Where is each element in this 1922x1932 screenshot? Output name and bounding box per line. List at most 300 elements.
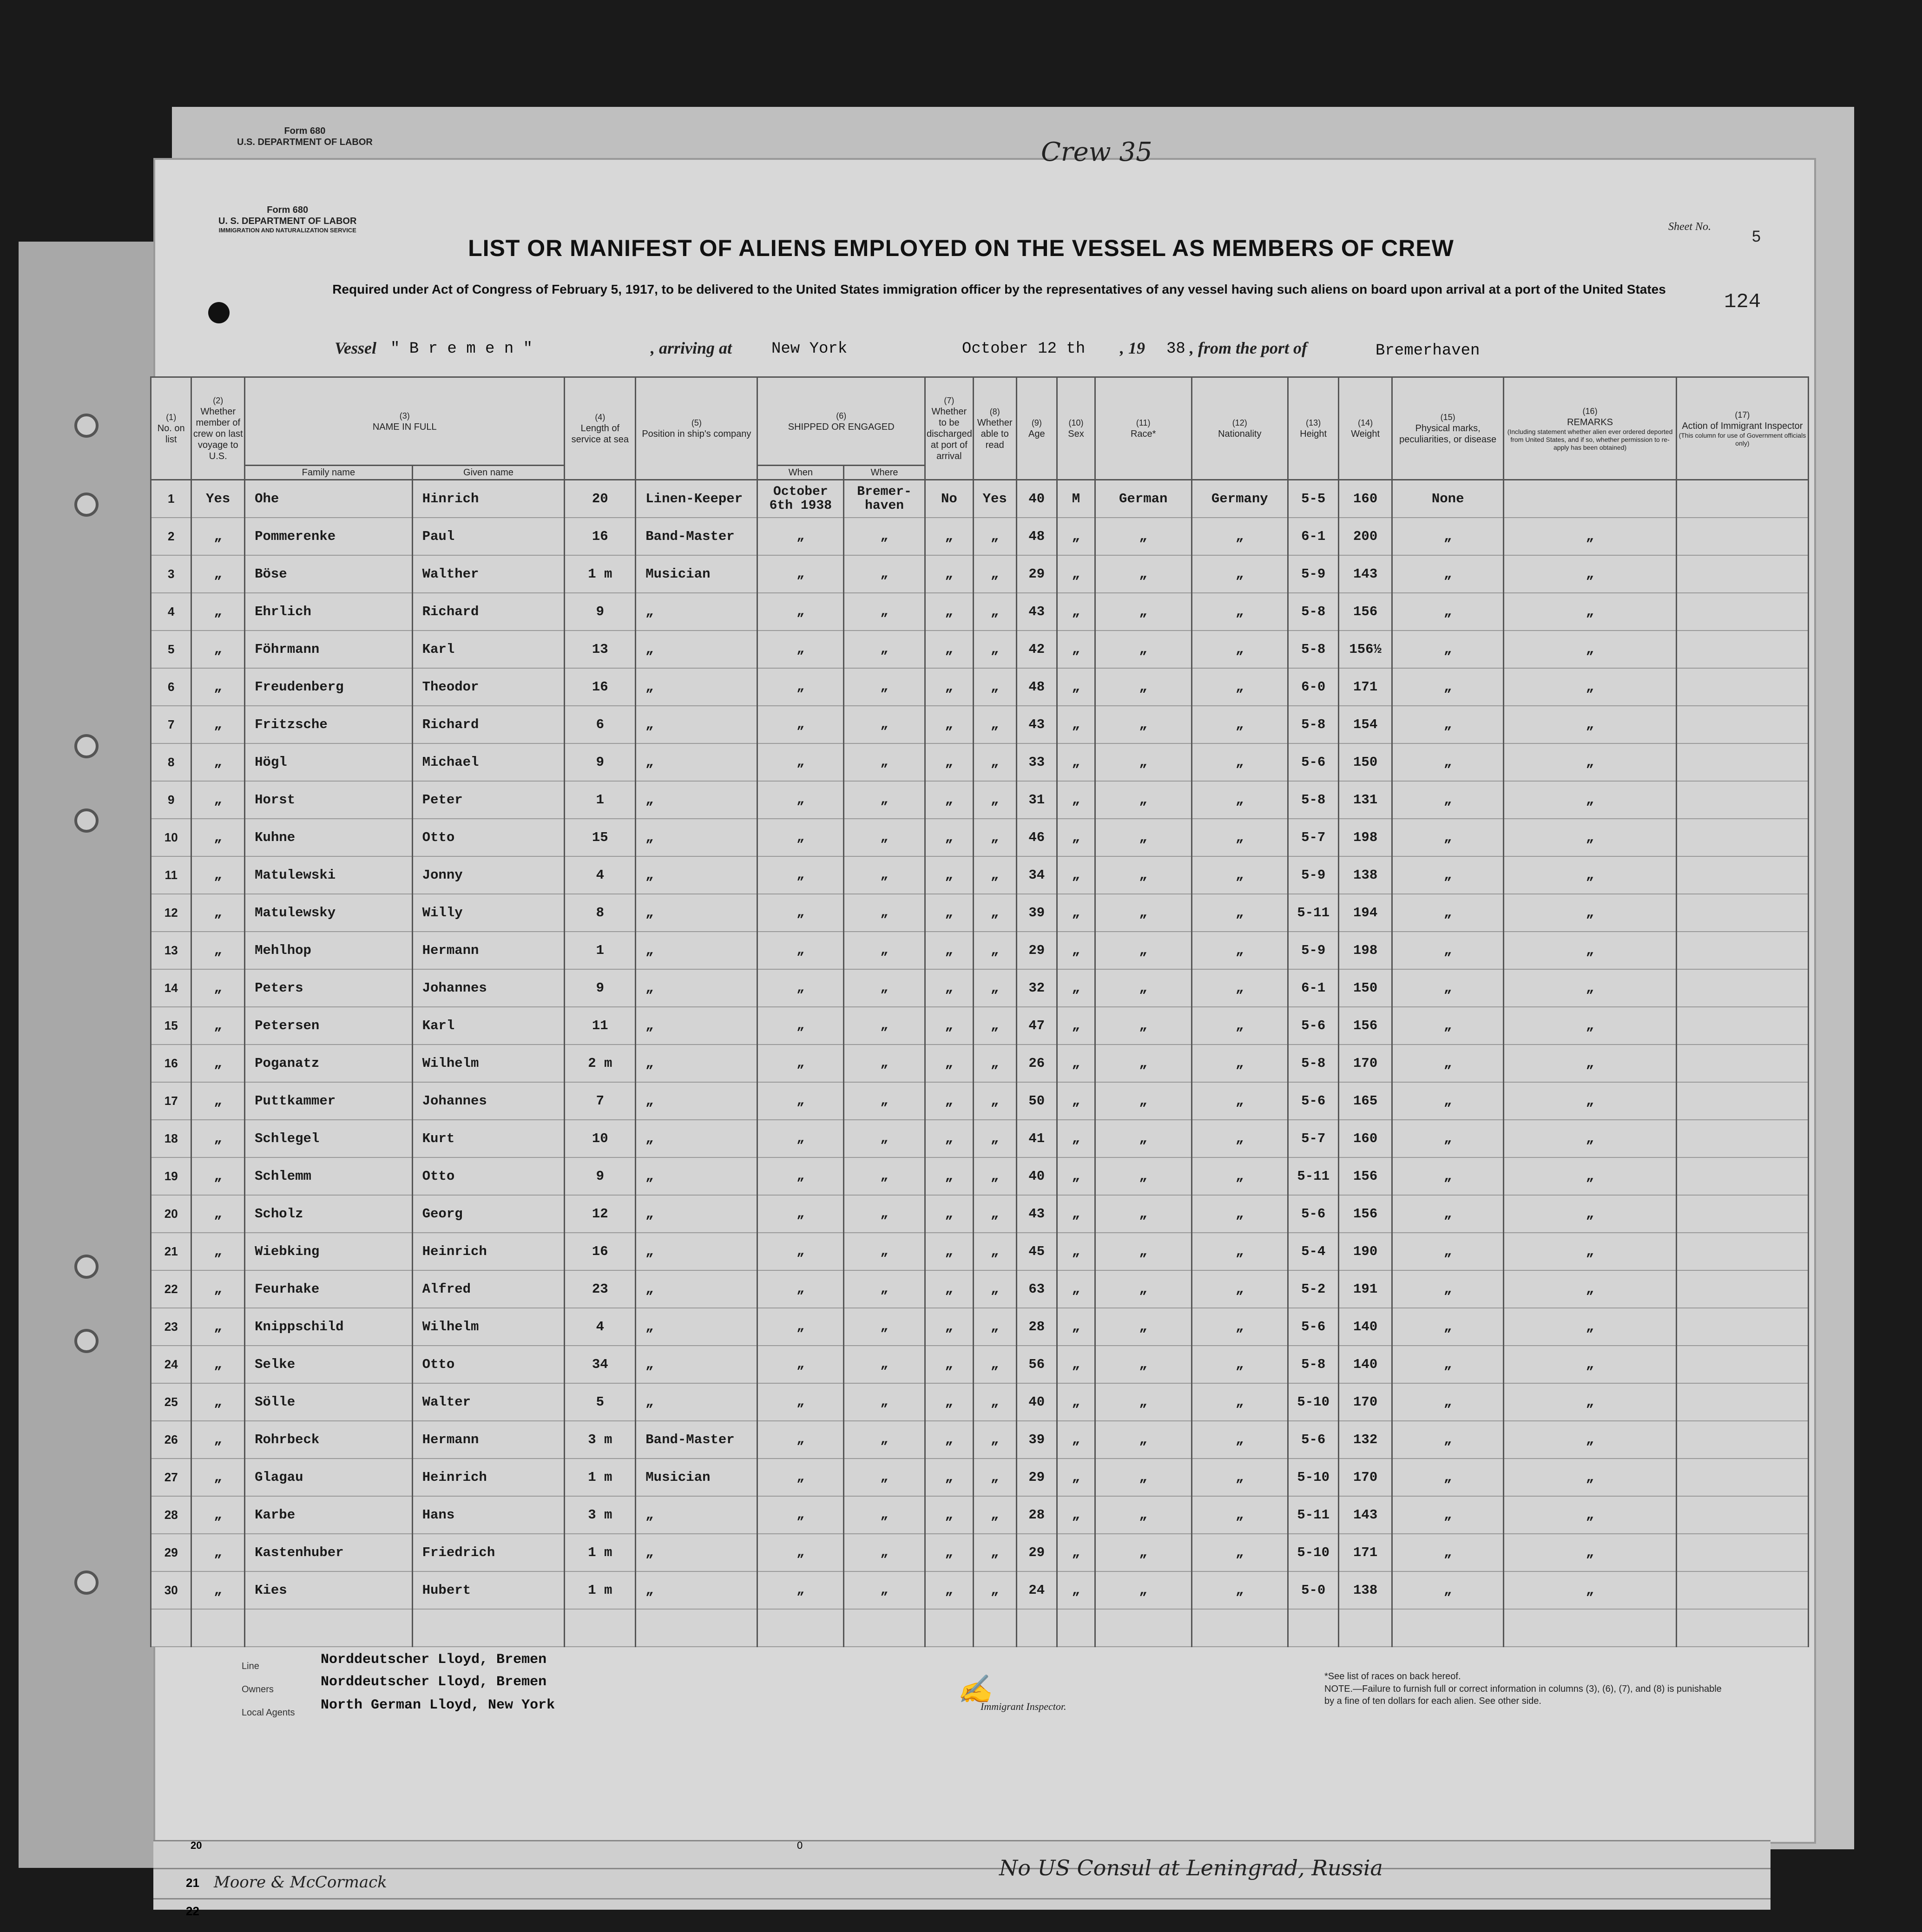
cell-family: Schlegel — [245, 1120, 413, 1157]
cell-position: „ — [636, 1195, 757, 1233]
cell-sex: „ — [1057, 555, 1095, 593]
cell-sex: „ — [1057, 1346, 1095, 1383]
cell-height: 5-6 — [1288, 1195, 1339, 1233]
cell-age: 39 — [1016, 1421, 1057, 1459]
cell-action — [1676, 969, 1808, 1007]
cell-sex: „ — [1057, 631, 1095, 668]
cell-when: „ — [757, 743, 844, 781]
cell-sex: „ — [1057, 856, 1095, 894]
empty-cell — [636, 1609, 757, 1647]
cell-discharged: „ — [925, 593, 973, 631]
cell-height: 5-11 — [1288, 894, 1339, 932]
cell-read: „ — [973, 1195, 1016, 1233]
cell-position: „ — [636, 781, 757, 819]
cell-service: 16 — [565, 668, 636, 706]
arriving-label: , arriving at — [651, 339, 732, 357]
sheet-number-label: Sheet No. — [1668, 221, 1711, 233]
cell-nationality: „ — [1191, 668, 1288, 706]
cell-where: „ — [844, 1459, 925, 1496]
cell-given: Peter — [412, 781, 565, 819]
cell-weight: 150 — [1339, 743, 1392, 781]
cell-sex: „ — [1057, 1045, 1095, 1082]
cell-action — [1676, 480, 1808, 518]
cell-weight: 171 — [1339, 1534, 1392, 1571]
cell-read: „ — [973, 1421, 1016, 1459]
cell-weight: 156 — [1339, 1007, 1392, 1045]
cell-where: „ — [844, 1270, 925, 1308]
cell-remarks: „ — [1504, 743, 1676, 781]
back-form-number: Form 680 — [284, 126, 326, 136]
crew-manifest-table — [150, 376, 1809, 1647]
table-row — [151, 1534, 1809, 1571]
cell-weight: 170 — [1339, 1459, 1392, 1496]
cell-last: Yes — [191, 480, 245, 518]
col-marks-header: (15) Physical marks, peculiarities, or disease — [1392, 377, 1504, 480]
cell-service: 13 — [565, 631, 636, 668]
cell-marks: „ — [1392, 593, 1504, 631]
cell-action — [1676, 1157, 1808, 1195]
empty-cell — [151, 1609, 191, 1647]
cell-read: „ — [973, 1120, 1016, 1157]
cell-action — [1676, 1007, 1808, 1045]
cell-when: „ — [757, 819, 844, 856]
col-no-header: (1) No. on list — [151, 377, 191, 480]
cell-race: „ — [1095, 1496, 1191, 1534]
table-row — [151, 1082, 1809, 1120]
cell-where: „ — [844, 518, 925, 555]
cell-position: „ — [636, 1007, 757, 1045]
col-remarks-header: (16) REMARKS (Including statement whether alien ever ordered deported from United States, and if so, whether permission to re-apply has been obtained) — [1504, 377, 1676, 480]
cell-family: Kastenhuber — [245, 1534, 413, 1571]
binder-ring — [74, 1255, 99, 1279]
cell-nationality: „ — [1191, 894, 1288, 932]
cell-last: „ — [191, 856, 245, 894]
cell-weight: 132 — [1339, 1421, 1392, 1459]
table-row — [151, 781, 1809, 819]
cell-where: „ — [844, 1496, 925, 1534]
cell-action — [1676, 932, 1808, 969]
cell-weight: 138 — [1339, 856, 1392, 894]
cell-weight: 140 — [1339, 1346, 1392, 1383]
cell-remarks: „ — [1504, 1195, 1676, 1233]
cell-height: 6-1 — [1288, 518, 1339, 555]
cell-height: 5-8 — [1288, 781, 1339, 819]
cell-discharged: „ — [925, 819, 973, 856]
cell-read: „ — [973, 1571, 1016, 1609]
cell-read: „ — [973, 1270, 1016, 1308]
cell-given: Otto — [412, 1157, 565, 1195]
cell-age: 42 — [1016, 631, 1057, 668]
cell-when: „ — [757, 932, 844, 969]
cell-nationality: „ — [1191, 932, 1288, 969]
cell-discharged: „ — [925, 518, 973, 555]
cell-position: „ — [636, 743, 757, 781]
cell-service: 15 — [565, 819, 636, 856]
cell-service: 6 — [565, 706, 636, 743]
cell-age: 48 — [1016, 518, 1057, 555]
cell-race: „ — [1095, 743, 1191, 781]
cell-service: 1 — [565, 932, 636, 969]
cell-no: 17 — [151, 1082, 191, 1120]
cell-action — [1676, 1383, 1808, 1421]
arrival-date: October 12 th — [962, 340, 1086, 358]
cell-weight: 156 — [1339, 1195, 1392, 1233]
cell-weight: 190 — [1339, 1233, 1392, 1270]
cell-age: 28 — [1016, 1308, 1057, 1346]
cell-where: „ — [844, 894, 925, 932]
cell-marks: „ — [1392, 932, 1504, 969]
cell-family: Kuhne — [245, 819, 413, 856]
cell-weight: 200 — [1339, 518, 1392, 555]
cell-given: Michael — [412, 743, 565, 781]
from-port-label: , from the port of — [1190, 339, 1308, 357]
cell-where: „ — [844, 1233, 925, 1270]
cell-position: „ — [636, 593, 757, 631]
cell-family: Poganatz — [245, 1045, 413, 1082]
cell-when: „ — [757, 668, 844, 706]
cell-no: 27 — [151, 1459, 191, 1496]
cell-action — [1676, 1233, 1808, 1270]
cell-where: „ — [844, 932, 925, 969]
cell-family: Freudenberg — [245, 668, 413, 706]
cell-discharged: „ — [925, 1157, 973, 1195]
vessel-name: " B r e m e n " — [390, 340, 533, 358]
cell-race: „ — [1095, 1157, 1191, 1195]
cell-age: 48 — [1016, 668, 1057, 706]
cell-family: Horst — [245, 781, 413, 819]
cell-family: Sölle — [245, 1383, 413, 1421]
col-height-header: (13) Height — [1288, 377, 1339, 480]
cell-no: 25 — [151, 1383, 191, 1421]
cell-read: „ — [973, 1045, 1016, 1082]
races-note: *See list of races on back hereof. — [1324, 1671, 1461, 1682]
cell-last: „ — [191, 1007, 245, 1045]
cell-remarks: „ — [1504, 1157, 1676, 1195]
cell-marks: „ — [1392, 1571, 1504, 1609]
cell-position: „ — [636, 894, 757, 932]
empty-cell — [191, 1609, 245, 1647]
cell-when: „ — [757, 781, 844, 819]
cell-race: „ — [1095, 631, 1191, 668]
cell-race: „ — [1095, 706, 1191, 743]
cell-family: Pommerenke — [245, 518, 413, 555]
cell-service: 1 m — [565, 555, 636, 593]
cell-read: „ — [973, 1534, 1016, 1571]
cell-discharged: „ — [925, 1120, 973, 1157]
col-where-header: Where — [844, 466, 925, 480]
cell-remarks: „ — [1504, 518, 1676, 555]
cell-last: „ — [191, 555, 245, 593]
cell-nationality: „ — [1191, 1496, 1288, 1534]
cell-service: 16 — [565, 518, 636, 555]
cell-height: 5-8 — [1288, 706, 1339, 743]
empty-cell — [925, 1609, 973, 1647]
cell-age: 46 — [1016, 819, 1057, 856]
cell-family: Ohe — [245, 480, 413, 518]
binder-ring — [74, 493, 99, 517]
cell-last: „ — [191, 1459, 245, 1496]
cell-remarks: „ — [1504, 1120, 1676, 1157]
cell-last: „ — [191, 1120, 245, 1157]
table-row — [151, 706, 1809, 743]
cell-family: Selke — [245, 1346, 413, 1383]
cell-marks: „ — [1392, 1383, 1504, 1421]
cell-no: 3 — [151, 555, 191, 593]
cell-discharged: „ — [925, 1496, 973, 1534]
cell-remarks: „ — [1504, 781, 1676, 819]
handwritten-crew-note: Crew 35 — [1041, 137, 1152, 167]
cell-read: „ — [973, 1157, 1016, 1195]
cell-sex: „ — [1057, 1383, 1095, 1421]
cell-position: „ — [636, 1383, 757, 1421]
cell-read: „ — [973, 1459, 1016, 1496]
binder-ring — [74, 414, 99, 438]
cell-marks: „ — [1392, 819, 1504, 856]
cell-sex: „ — [1057, 1195, 1095, 1233]
cell-discharged: „ — [925, 706, 973, 743]
cell-remarks: „ — [1504, 969, 1676, 1007]
cell-age: 26 — [1016, 1045, 1057, 1082]
cell-marks: „ — [1392, 1346, 1504, 1383]
cell-where: „ — [844, 1421, 925, 1459]
cell-marks: „ — [1392, 894, 1504, 932]
cell-service: 7 — [565, 1082, 636, 1120]
cell-sex: „ — [1057, 969, 1095, 1007]
cell-nationality: „ — [1191, 593, 1288, 631]
header-row — [151, 377, 1809, 466]
table-row — [151, 894, 1809, 932]
cell-weight: 150 — [1339, 969, 1392, 1007]
cell-last: „ — [191, 1157, 245, 1195]
cell-where: „ — [844, 819, 925, 856]
cell-weight: 191 — [1339, 1270, 1392, 1308]
cell-given: Johannes — [412, 1082, 565, 1120]
cell-remarks: „ — [1504, 1534, 1676, 1571]
cell-race: „ — [1095, 1195, 1191, 1233]
cell-sex: „ — [1057, 668, 1095, 706]
arrival-port: New York — [771, 340, 848, 358]
cell-last: „ — [191, 518, 245, 555]
cell-marks: None — [1392, 480, 1504, 518]
cell-sex: „ — [1057, 1233, 1095, 1270]
cell-no: 26 — [151, 1421, 191, 1459]
cell-no: 19 — [151, 1157, 191, 1195]
col-family-header: Family name — [245, 466, 413, 480]
agents-label: Local Agents — [242, 1708, 295, 1718]
cell-when: „ — [757, 555, 844, 593]
cell-weight: 171 — [1339, 668, 1392, 706]
cell-marks: „ — [1392, 555, 1504, 593]
cell-where: „ — [844, 706, 925, 743]
cell-action — [1676, 631, 1808, 668]
cell-where: „ — [844, 781, 925, 819]
col-discharged-header: (7) Whether to be discharged at port of arrival — [925, 377, 973, 480]
cell-no: 22 — [151, 1270, 191, 1308]
cell-given: Wilhelm — [412, 1045, 565, 1082]
cell-action — [1676, 1120, 1808, 1157]
cell-age: 33 — [1016, 743, 1057, 781]
cell-nationality: „ — [1191, 856, 1288, 894]
cell-where: „ — [844, 1007, 925, 1045]
cell-marks: „ — [1392, 1045, 1504, 1082]
cell-service: 4 — [565, 856, 636, 894]
cell-discharged: „ — [925, 631, 973, 668]
cell-service: 12 — [565, 1195, 636, 1233]
cell-no: 8 — [151, 743, 191, 781]
cell-action — [1676, 1346, 1808, 1383]
cell-sex: „ — [1057, 819, 1095, 856]
year-prefix: , 19 — [1120, 339, 1145, 357]
cell-discharged: „ — [925, 1233, 973, 1270]
cell-discharged: „ — [925, 1308, 973, 1346]
cell-remarks: „ — [1504, 555, 1676, 593]
cell-weight: 198 — [1339, 819, 1392, 856]
cell-given: Walther — [412, 555, 565, 593]
cell-no: 30 — [151, 1571, 191, 1609]
cell-last: „ — [191, 932, 245, 969]
cell-family: Matulewski — [245, 856, 413, 894]
cell-when: „ — [757, 1459, 844, 1496]
cell-height: 5-11 — [1288, 1157, 1339, 1195]
table-row — [151, 1421, 1809, 1459]
cell-no: 13 — [151, 932, 191, 969]
cell-no: 21 — [151, 1233, 191, 1270]
cell-nationality: „ — [1191, 631, 1288, 668]
cell-no: 15 — [151, 1007, 191, 1045]
cell-action — [1676, 1571, 1808, 1609]
cell-when: „ — [757, 1571, 844, 1609]
cell-position: „ — [636, 1233, 757, 1270]
empty-cell — [1392, 1609, 1504, 1647]
cell-no: 23 — [151, 1308, 191, 1346]
cell-remarks: „ — [1504, 1007, 1676, 1045]
cell-when: „ — [757, 1308, 844, 1346]
cell-race: „ — [1095, 1233, 1191, 1270]
cell-age: 28 — [1016, 1496, 1057, 1534]
cell-no: 6 — [151, 668, 191, 706]
cell-action — [1676, 743, 1808, 781]
cell-action — [1676, 1459, 1808, 1496]
cell-nationality: „ — [1191, 706, 1288, 743]
table-row — [151, 668, 1809, 706]
cell-height: 5-11 — [1288, 1496, 1339, 1534]
cell-age: 29 — [1016, 555, 1057, 593]
cell-last: „ — [191, 1270, 245, 1308]
col-given-header: Given name — [412, 466, 565, 480]
cell-last: „ — [191, 1045, 245, 1082]
cell-given: Wilhelm — [412, 1308, 565, 1346]
cell-when: October 6th 1938 — [757, 480, 844, 518]
cell-service: 34 — [565, 1346, 636, 1383]
cell-marks: „ — [1392, 631, 1504, 668]
cell-no: 2 — [151, 518, 191, 555]
cell-given: Otto — [412, 1346, 565, 1383]
cell-read: „ — [973, 518, 1016, 555]
cell-age: 47 — [1016, 1007, 1057, 1045]
table-row — [151, 819, 1809, 856]
cell-service: 9 — [565, 969, 636, 1007]
cell-action — [1676, 819, 1808, 856]
cell-race: „ — [1095, 1270, 1191, 1308]
cell-read: „ — [973, 631, 1016, 668]
cell-service: 1 m — [565, 1534, 636, 1571]
cell-weight: 156 — [1339, 1157, 1392, 1195]
cell-weight: 131 — [1339, 781, 1392, 819]
cell-sex: „ — [1057, 781, 1095, 819]
cell-last: „ — [191, 593, 245, 631]
cell-race: „ — [1095, 1534, 1191, 1571]
cell-last: „ — [191, 819, 245, 856]
cell-where: „ — [844, 668, 925, 706]
cell-weight: 170 — [1339, 1383, 1392, 1421]
cell-race: „ — [1095, 593, 1191, 631]
vessel-label: Vessel — [335, 339, 376, 357]
cell-nationality: „ — [1191, 1571, 1288, 1609]
cell-marks: „ — [1392, 1195, 1504, 1233]
cell-marks: „ — [1392, 668, 1504, 706]
cell-height: 5-0 — [1288, 1571, 1339, 1609]
cell-nationality: „ — [1191, 1534, 1288, 1571]
cell-age: 39 — [1016, 894, 1057, 932]
sheet-number: 5 — [1752, 228, 1761, 245]
cell-race: „ — [1095, 1082, 1191, 1120]
cell-family: Scholz — [245, 1195, 413, 1233]
cell-when: „ — [757, 1082, 844, 1120]
cell-action — [1676, 668, 1808, 706]
cell-position: „ — [636, 856, 757, 894]
table-row — [151, 593, 1809, 631]
cell-remarks — [1504, 480, 1676, 518]
cell-where: „ — [844, 1308, 925, 1346]
col-shipped-header: (6) SHIPPED OR ENGAGED — [757, 377, 925, 466]
cell-position: Linen-Keeper — [636, 480, 757, 518]
cell-given: Walter — [412, 1383, 565, 1421]
cell-no: 28 — [151, 1496, 191, 1534]
cell-family: Högl — [245, 743, 413, 781]
cell-position: „ — [636, 1308, 757, 1346]
cell-discharged: „ — [925, 1383, 973, 1421]
cell-age: 50 — [1016, 1082, 1057, 1120]
cell-read: „ — [973, 668, 1016, 706]
cell-race: „ — [1095, 1045, 1191, 1082]
table-row — [151, 1233, 1809, 1270]
cell-given: Kurt — [412, 1120, 565, 1157]
cell-action — [1676, 894, 1808, 932]
cell-last: „ — [191, 781, 245, 819]
cell-sex: „ — [1057, 518, 1095, 555]
cell-service: 1 — [565, 781, 636, 819]
cell-nationality: „ — [1191, 1383, 1288, 1421]
cell-race: „ — [1095, 668, 1191, 706]
cell-read: „ — [973, 1383, 1016, 1421]
cell-weight: 160 — [1339, 480, 1392, 518]
cell-height: 5-9 — [1288, 555, 1339, 593]
cell-position: Musician — [636, 1459, 757, 1496]
cell-last: „ — [191, 894, 245, 932]
cell-height: 5-5 — [1288, 480, 1339, 518]
cell-where: „ — [844, 1045, 925, 1082]
cell-remarks: „ — [1504, 1045, 1676, 1082]
cell-race: „ — [1095, 1120, 1191, 1157]
cell-service: 9 — [565, 1157, 636, 1195]
penalty-note: NOTE.—Failure to furnish full or correct information in columns (3), (6), (7), and (8) is punishable by a fine of ten dollars for each alien. See other side. — [1324, 1684, 1722, 1706]
cell-service: 8 — [565, 894, 636, 932]
cell-sex: „ — [1057, 1082, 1095, 1120]
cell-sex: „ — [1057, 1157, 1095, 1195]
cell-family: Karbe — [245, 1496, 413, 1534]
col-read-header: (8) Whether able to read — [973, 377, 1016, 480]
cell-nationality: „ — [1191, 1270, 1288, 1308]
